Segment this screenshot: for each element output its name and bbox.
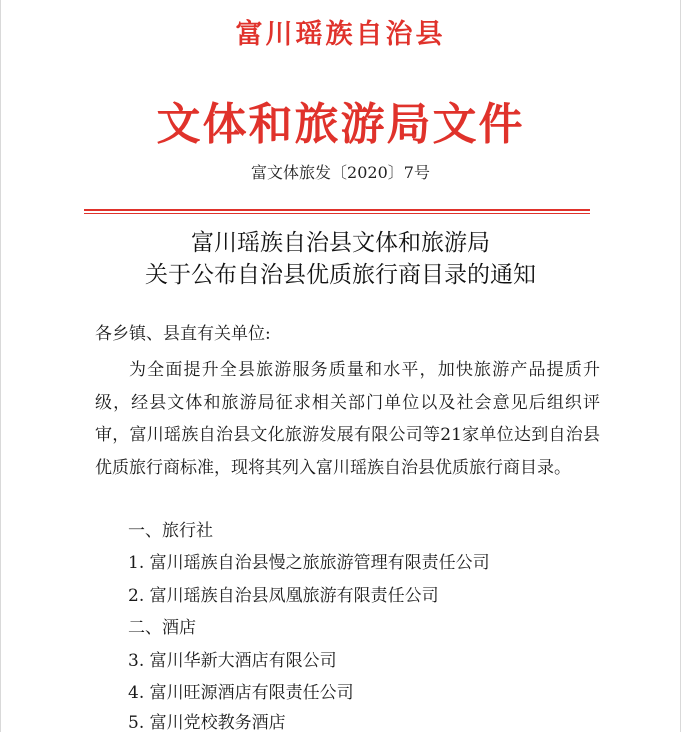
body-paragraph: 为全面提升全县旅游服务质量和水平，加快旅游产品提质升级，经县文体和旅游局征求相关部门单位以及社会意见后组织评审，富川瑶族自治县文化旅游发展有限公司等21家单位达到自治县优质旅行商标准，现将其列入富川瑶族自治县优质旅行商目录。 bbox=[95, 360, 600, 478]
list-item-number: 5. bbox=[128, 713, 145, 733]
section-heading-travel-agencies bbox=[128, 516, 213, 541]
notice-title-line1: 富川瑶族自治县文体和旅游局 bbox=[191, 230, 490, 256]
issuing-organization: 富川瑶族自治县 bbox=[235, 19, 446, 50]
section-number: 二、 bbox=[128, 618, 162, 638]
list-item bbox=[128, 678, 354, 703]
list-item-number: 1. bbox=[128, 553, 145, 573]
list-item bbox=[128, 581, 439, 606]
section-heading-hotels bbox=[128, 613, 196, 638]
list-item-name: 富川旺源酒店有限责任公司 bbox=[149, 683, 354, 703]
list-item bbox=[128, 548, 490, 573]
red-divider-thin bbox=[84, 213, 590, 214]
document-type-title: 文体和旅游局文件 bbox=[156, 99, 525, 150]
list-item-number: 2. bbox=[128, 586, 145, 606]
list-item-number: 3. bbox=[128, 651, 145, 671]
red-divider-thick bbox=[84, 209, 590, 211]
list-item-name: 富川华新大酒店有限公司 bbox=[149, 651, 337, 671]
list-item-name: 富川瑶族自治县凤凰旅游有限责任公司 bbox=[149, 586, 439, 606]
notice-title-line2: 关于公布自治县优质旅行商目录的通知 bbox=[145, 262, 536, 288]
list-item-name: 富川瑶族自治县慢之旅旅游管理有限责任公司 bbox=[149, 553, 490, 573]
section-name: 旅行社 bbox=[162, 521, 213, 541]
list-item bbox=[128, 646, 337, 671]
list-item-name: 富川党校教务酒店 bbox=[149, 713, 286, 733]
section-name: 酒店 bbox=[162, 618, 196, 638]
section-number: 一、 bbox=[128, 521, 162, 541]
list-item-number: 4. bbox=[128, 683, 145, 703]
document-number: 富文体旅发〔2020〕7号 bbox=[251, 163, 430, 182]
list-item bbox=[128, 708, 286, 733]
salutation: 各乡镇、县直有关单位: bbox=[95, 324, 271, 344]
